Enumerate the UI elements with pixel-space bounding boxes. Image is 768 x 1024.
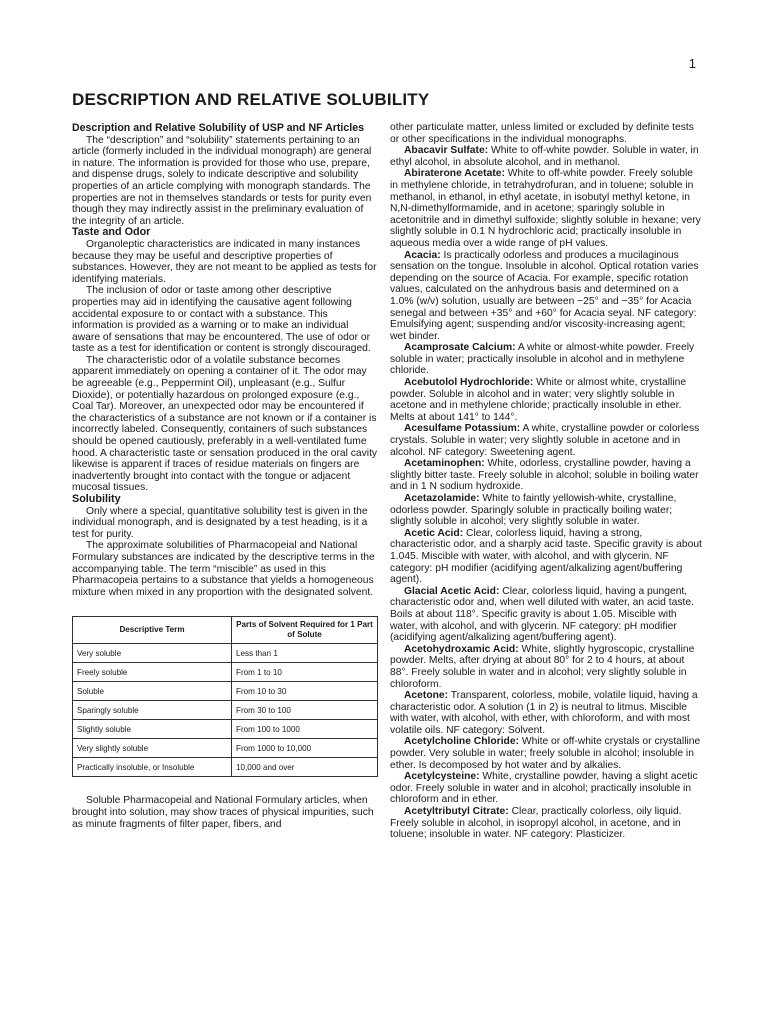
parts-solvent-cell: From 100 to 1000 <box>232 720 378 739</box>
monograph-entry <box>390 806 702 841</box>
monograph-entry <box>390 528 702 586</box>
entry-term: Glacial Acetic Acid: <box>404 585 500 597</box>
parts-solvent-cell: 10,000 and over <box>232 758 378 777</box>
continued-paragraph: other particulate matter, unless limited or excluded by definite tests or other specifications in the individual monographs. <box>390 122 694 145</box>
parts-solvent-cell: From 30 to 100 <box>232 701 378 720</box>
monograph-entry <box>390 342 702 377</box>
entry-term: Acamprosate Calcium: <box>404 342 516 354</box>
page-title: DESCRIPTION AND RELATIVE SOLUBILITY <box>72 90 430 109</box>
entry-text: White to off-white powder. Freely soluble in methylene chloride, in tetrahydrofuran, and in toluene; soluble in methanol, in ethanol, in ethyl acetate, in isobutyl methyl ketone, in N,N-dimethylformamide, and in acetone; sparingly soluble in acetonitrile and in dimethyl sulfoxide; slightly soluble in hexane; very slightly soluble in 0.1 N hydrochloric acid; practically insoluble in aqueous media over a wide range of pH values. <box>390 168 701 249</box>
entry-text: White, crystalline powder, having a slight acetic odor. Freely soluble in water and in alcohol; practically insoluble in chloroform and in ether. <box>390 771 698 806</box>
entry-term: Abacavir Sulfate: <box>404 145 489 157</box>
table-row <box>73 720 378 739</box>
table-row <box>73 739 378 758</box>
taste-paragraph-3: The characteristic odor of a volatile substance becomes apparent immediately on opening a container of it. The odor may be agreeable (e.g., Peppermint Oil), unpleasant (e.g., Sulfur Dioxide), or potentially hazardous on prolonged exposure (e.g., Coal Tar). Moreover, an unexpected odor may be encountered if the characteristics of a substance are not known or if a container is incorrectly labeled. Consequently, containers of such substances should be opened cautiously, preferably in a well-ventilated fume hood. A characteristic taste or sensation produced in the oral cavity likewise is apparent if traces of residue materials on fingers are inadvertently brought into contact with the tongue or adjacent mucosal tissues. <box>72 354 378 494</box>
after-table-paragraph: Soluble Pharmacopeial and National Formulary articles, when brought into solution, may show traces of physical impurities, such as minute fragments of filter paper, fibers, and <box>72 795 374 830</box>
entry-text: A white or almost-white powder. Freely soluble in water; practically insoluble in alcohol and in methylene chloride. <box>390 342 695 377</box>
entry-term: Acetylcysteine: <box>404 771 480 783</box>
descriptive-term-cell: Practically insoluble, or Insoluble <box>73 758 232 777</box>
descriptive-term-cell: Very slightly soluble <box>73 739 232 758</box>
entry-term: Acetyltributyl Citrate: <box>404 806 509 818</box>
entry-term: Acetic Acid: <box>404 527 464 539</box>
table-row <box>73 701 378 720</box>
monograph-entry <box>390 771 702 806</box>
monograph-entry <box>390 644 702 690</box>
right-column <box>390 122 702 841</box>
monograph-entry <box>390 168 702 249</box>
left-column <box>72 123 378 830</box>
monograph-entry <box>390 423 702 458</box>
table-header-row <box>73 617 378 644</box>
monograph-entry <box>390 586 702 644</box>
parts-solvent-cell: From 1 to 10 <box>232 663 378 682</box>
entry-text: A white, crystalline powder or colorless crystals. Soluble in water; very slightly soluble in acetone and in alcohol. NF category: Sweetening agent. <box>390 423 700 458</box>
descriptive-term-cell: Soluble <box>73 682 232 701</box>
section-subtitle: Description and Relative Solubility of USP and NF Articles <box>72 122 364 134</box>
entry-term: Acebutolol Hydrochloride: <box>404 377 534 389</box>
entry-term: Abiraterone Acetate: <box>404 168 505 180</box>
monograph-entry <box>390 690 702 736</box>
header-descriptive-term: Descriptive Term <box>73 617 232 644</box>
descriptive-term-cell: Slightly soluble <box>73 720 232 739</box>
table-row <box>73 758 378 777</box>
entry-text: White or almost white, crystalline powder. Soluble in alcohol and in water; very slightly soluble in acetone and in methylene chloride; practically insoluble in ether. Melts at about 141° to 144°. <box>390 377 687 423</box>
table-row <box>73 663 378 682</box>
entry-term: Acetaminophen: <box>404 458 485 470</box>
entry-text: Clear, colorless liquid, having a pungent, characteristic odor and, when well diluted with water, an acid taste. Boils at about 118°. Specific gravity is about 1.05. Miscible with water, with alcohol, and with glycerin. NF category: pH modifier (acidifying agent/alkalizing agent/buffering agent). <box>390 585 694 644</box>
taste-paragraph-1: Organoleptic characteristics are indicated in many instances because they may be useful and descriptive properties of substances. However, they are not meant to be applied as tests for identifying materials. <box>72 238 377 285</box>
header-parts-solvent: Parts of Solvent Required for 1 Part of Solute <box>232 617 378 644</box>
entry-text: White or off-white crystals or crystalline powder. Very soluble in water; freely soluble in alcohol; insoluble in ether. Is decomposed by hot water and by alkalies. <box>390 736 701 771</box>
table-row <box>73 682 378 701</box>
descriptive-term-cell: Very soluble <box>73 644 232 663</box>
monograph-entry <box>390 458 702 493</box>
solubility-paragraph-1: Only where a special, quantitative solubility test is given in the individual monograph, and is designated by a test heading, is it a test for purity. <box>72 505 368 540</box>
monograph-entry <box>390 250 702 343</box>
parts-solvent-cell: From 10 to 30 <box>232 682 378 701</box>
page-number: 1 <box>688 56 696 71</box>
monograph-entry <box>390 736 702 771</box>
entry-term: Acesulfame Potassium: <box>404 423 521 435</box>
solubility-table-body <box>73 644 378 777</box>
taste-odor-heading: Taste and Odor <box>72 226 151 239</box>
monograph-entry <box>390 493 702 528</box>
entry-term: Acetohydroxamic Acid: <box>404 643 519 655</box>
solubility-heading: Solubility <box>72 493 121 505</box>
entry-text: White, odorless, crystalline powder, having a slightly bitter taste. Freely soluble in alcohol; soluble in boiling water and in 1 N sodium hydroxide. <box>390 458 699 493</box>
monograph-entry <box>390 145 702 168</box>
taste-paragraph-2: The inclusion of odor or taste among other descriptive properties may aid in identifying the causative agent following accidental exposure to or contact with a substance. This information is provided as a warning or to make an individual aware of sensations that may be encountered. The use of odor or taste as a test for identification or content is strongly discouraged. <box>72 285 371 355</box>
entry-text: Transparent, colorless, mobile, volatile liquid, having a characteristic odor. A solution (1 in 2) is neutral to litmus. Miscible with water, with alcohol, with ether, with chloroform, and with most volatile oils. NF category: Solvent. <box>390 690 698 736</box>
parts-solvent-cell: Less than 1 <box>232 644 378 663</box>
entry-term: Acacia: <box>404 249 441 261</box>
entry-text: Is practically odorless and produces a mucilaginous sensation on the tongue. Insoluble in alcohol. Optical rotation varies depending on the source of Acacia. For example, specific rotation values, calculated on the anhydrous basis and determined on a 1.0% (w/v) solution, usually are between −25° and −35° for Acacia senegal and between +35° and +60° for Acacia seyal. NF category: Emulsifying agent; suspending and/or viscosity-increasing agent; wet binder. <box>390 249 699 342</box>
intro-paragraph: The “description” and “solubility” statements pertaining to an article (formerly included in the individual monograph) are general in nature. The information is provided for those who use, prepare, and dispense drugs, solely to indicate descriptive and solubility properties of an article complying with monograph standards. The properties are not in themselves standards or tests for purity even though they may indirectly assist in the preliminary evaluation of the integrity of an article. <box>72 134 372 227</box>
monograph-entries <box>390 145 702 841</box>
monograph-entry <box>390 377 702 423</box>
entry-term: Acetylcholine Chloride: <box>404 736 520 748</box>
descriptive-term-cell: Freely soluble <box>73 663 232 682</box>
entry-text: Clear, colorless liquid, having a strong, characteristic odor, and a sharply acid taste. Specific gravity is about 1.045. Miscible with water, with alcohol, and with glycerin. NF category: pH modifier (acidifying agent/alkalizing agent/buffering agent). <box>390 527 702 586</box>
table-row <box>73 644 378 663</box>
descriptive-term-cell: Sparingly soluble <box>73 701 232 720</box>
entry-term: Acetone: <box>404 690 449 702</box>
entry-text: White to faintly yellowish-white, crystalline, odorless powder. Sparingly soluble in practically boiling water; slightly soluble in alcohol; very slightly soluble in water. <box>390 493 677 528</box>
parts-solvent-cell: From 1000 to 10,000 <box>232 739 378 758</box>
entry-text: White to off-white powder. Soluble in water, in ethyl alcohol, in absolute alcohol, and in methanol. <box>390 145 699 168</box>
entry-text: Clear, practically colorless, oily liquid. Freely soluble in alcohol, in isopropyl alcohol, in acetone, and in toluene; insoluble in water. NF category: Plasticizer. <box>390 806 682 841</box>
entry-text: White, slightly hygroscopic, crystalline powder. Melts, after drying at about 80° for 2 to 4 hours, at about 88°. Freely soluble in water and in alcohol; very slightly soluble in chloroform. <box>390 643 695 690</box>
solubility-table <box>72 616 378 777</box>
solubility-paragraph-2: The approximate solubilities of Pharmacopeial and National Formulary substances are indicated by the descriptive terms in the accompanying table. The term “miscible” as used in this Pharmacopeia pertains to a substance that yields a homogeneous mixture when mixed in any proportion with the designated solvent. <box>72 540 375 598</box>
entry-term: Acetazolamide: <box>404 493 480 504</box>
